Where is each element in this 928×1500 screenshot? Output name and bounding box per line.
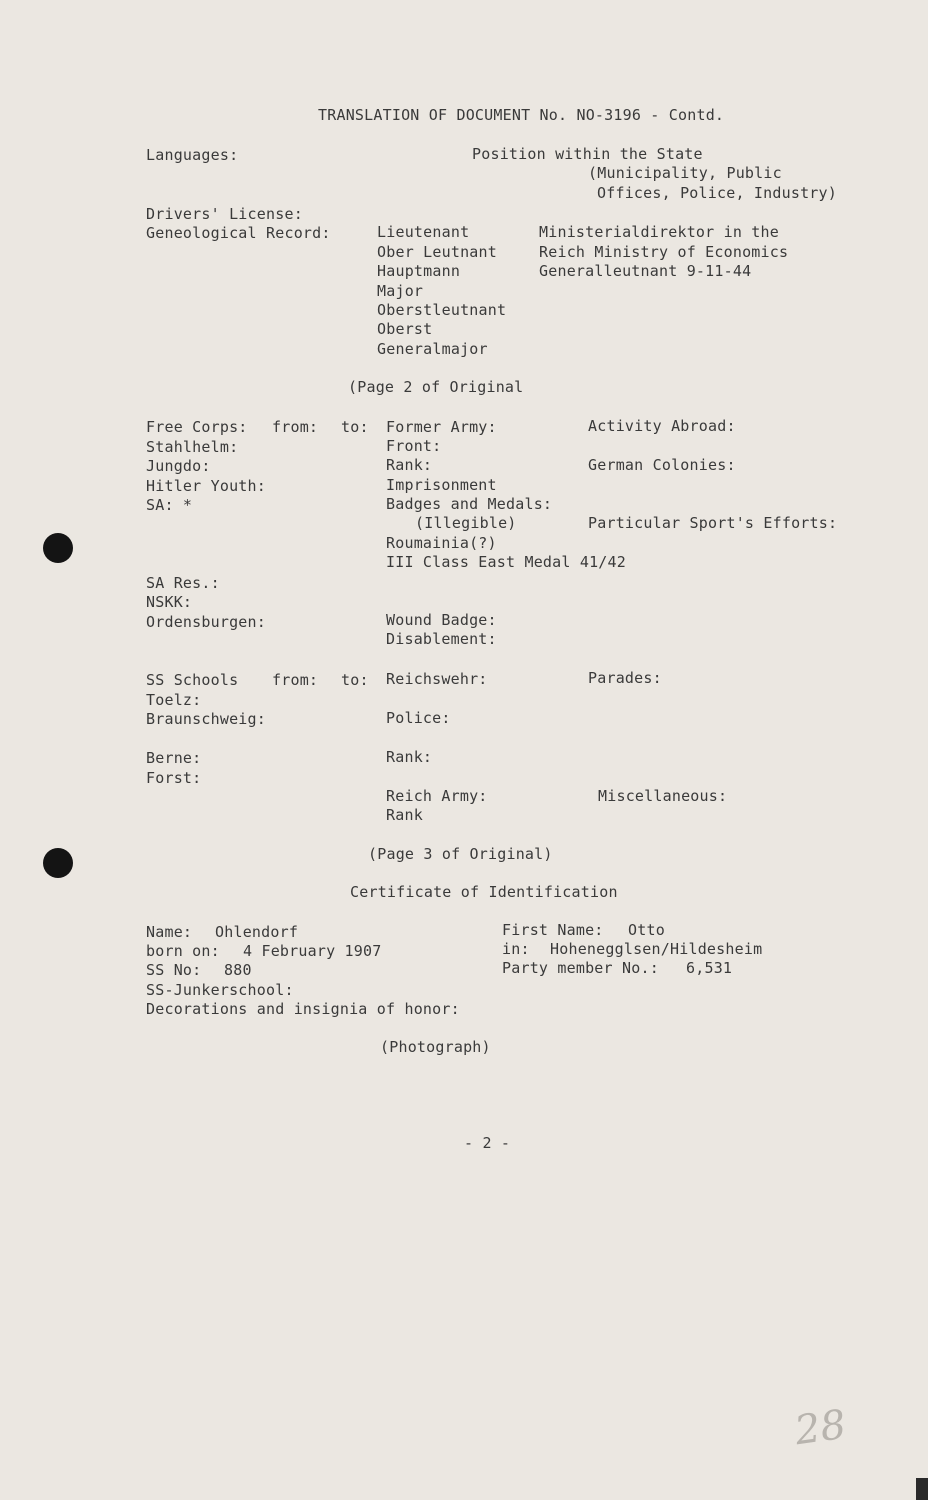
document-title: TRANSLATION OF DOCUMENT No. NO-3196 - Contd.	[318, 106, 725, 124]
police-label: Police:	[386, 709, 451, 727]
sa-res-label: SA Res.:	[146, 574, 220, 592]
party-number-value: 6,531	[686, 959, 733, 977]
illegible-note: (Illegible)	[415, 514, 517, 532]
birthplace-value: Hohenegglsen/Hildesheim	[550, 940, 763, 958]
drivers-license-label: Drivers' License:	[146, 205, 303, 223]
membership-item: Hitler Youth:	[146, 477, 266, 495]
army-item: Imprisonment	[386, 476, 497, 494]
army-item: Badges and Medals:	[386, 495, 553, 513]
first-name-value: Otto	[628, 921, 665, 939]
ss-number-label: SS No:	[146, 961, 202, 979]
rank-item: Ober Leutnant	[377, 243, 497, 261]
born-value: 4 February 1907	[243, 942, 382, 960]
page-corner-shadow	[916, 1478, 928, 1500]
army-item: Front:	[386, 437, 442, 455]
ss-number-value: 880	[224, 961, 252, 979]
name-label: Name:	[146, 923, 193, 941]
born-label: born on:	[146, 942, 220, 960]
certificate-title: Certificate of Identification	[350, 883, 618, 901]
activity-abroad-label: Activity Abroad:	[588, 417, 736, 435]
position-item: Generalleutnant 9-11-44	[539, 262, 752, 280]
german-colonies-label: German Colonies:	[588, 456, 736, 474]
ss-schools-label: SS Schools	[146, 671, 239, 689]
photograph-placeholder: (Photograph)	[380, 1038, 491, 1056]
rank-item: Oberstleutnant	[377, 301, 507, 319]
miscellaneous-label: Miscellaneous:	[598, 787, 728, 805]
to-label-2: to:	[341, 671, 369, 689]
party-number-label: Party member No.:	[502, 959, 659, 977]
from-label: from:	[272, 418, 319, 436]
page-marker-2: (Page 2 of Original	[348, 378, 524, 396]
reich-army-label: Reich Army:	[386, 787, 488, 805]
languages-label: Languages:	[146, 146, 239, 164]
punch-hole-top	[43, 533, 73, 563]
membership-item: SA: *	[146, 496, 193, 514]
wound-badge-label: Wound Badge:	[386, 611, 497, 629]
braunschweig-label: Braunschweig:	[146, 710, 266, 728]
rank-item: Generalmajor	[377, 340, 488, 358]
position-heading: Position within the State	[472, 145, 703, 163]
name-value: Ohlendorf	[215, 923, 299, 941]
handwritten-page-note: 28	[792, 1401, 849, 1455]
junkerschool-label: SS-Junkerschool:	[146, 981, 294, 999]
decorations-label: Decorations and insignia of honor:	[146, 1000, 460, 1018]
membership-item: Jungdo:	[146, 457, 211, 475]
punch-hole-bottom	[43, 848, 73, 878]
rank-item: Major	[377, 282, 424, 300]
rank-item: Oberst	[377, 320, 433, 338]
page-number: - 2 -	[464, 1134, 511, 1152]
nskk-label: NSKK:	[146, 593, 193, 611]
parades-label: Parades:	[588, 669, 662, 687]
to-label: to:	[341, 418, 369, 436]
position-item: Reich Ministry of Economics	[539, 243, 789, 261]
birthplace-label: in:	[502, 940, 530, 958]
position-subtitle-2: Offices, Police, Industry)	[597, 184, 837, 202]
disablement-label: Disablement:	[386, 630, 497, 648]
army-item: Rank:	[386, 456, 433, 474]
roumania-text: Roumainia(?)	[386, 534, 497, 552]
membership-item: Stahlhelm:	[146, 438, 239, 456]
position-item: Ministerialdirektor in the	[539, 223, 779, 241]
rank-item: Lieutenant	[377, 223, 470, 241]
page-marker-3: (Page 3 of Original)	[368, 845, 553, 863]
reich-army-rank-label: Rank	[386, 806, 423, 824]
rank-label: Rank:	[386, 748, 433, 766]
forst-label: Forst:	[146, 769, 202, 787]
former-army-label: Former Army:	[386, 418, 497, 436]
free-corps-label: Free Corps:	[146, 418, 248, 436]
sport-label: Particular Sport's Efforts:	[588, 514, 838, 532]
toelz-label: Toelz:	[146, 691, 202, 709]
from-label-2: from:	[272, 671, 319, 689]
east-medal-text: III Class East Medal 41/42	[386, 553, 626, 571]
reichswehr-label: Reichswehr:	[386, 670, 488, 688]
ordensburgen-label: Ordensburgen:	[146, 613, 266, 631]
bernau-label: Berne:	[146, 749, 202, 767]
geneological-label: Geneological Record:	[146, 224, 331, 242]
position-subtitle-1: (Municipality, Public	[588, 164, 782, 182]
first-name-label: First Name:	[502, 921, 604, 939]
rank-item: Hauptmann	[377, 262, 461, 280]
